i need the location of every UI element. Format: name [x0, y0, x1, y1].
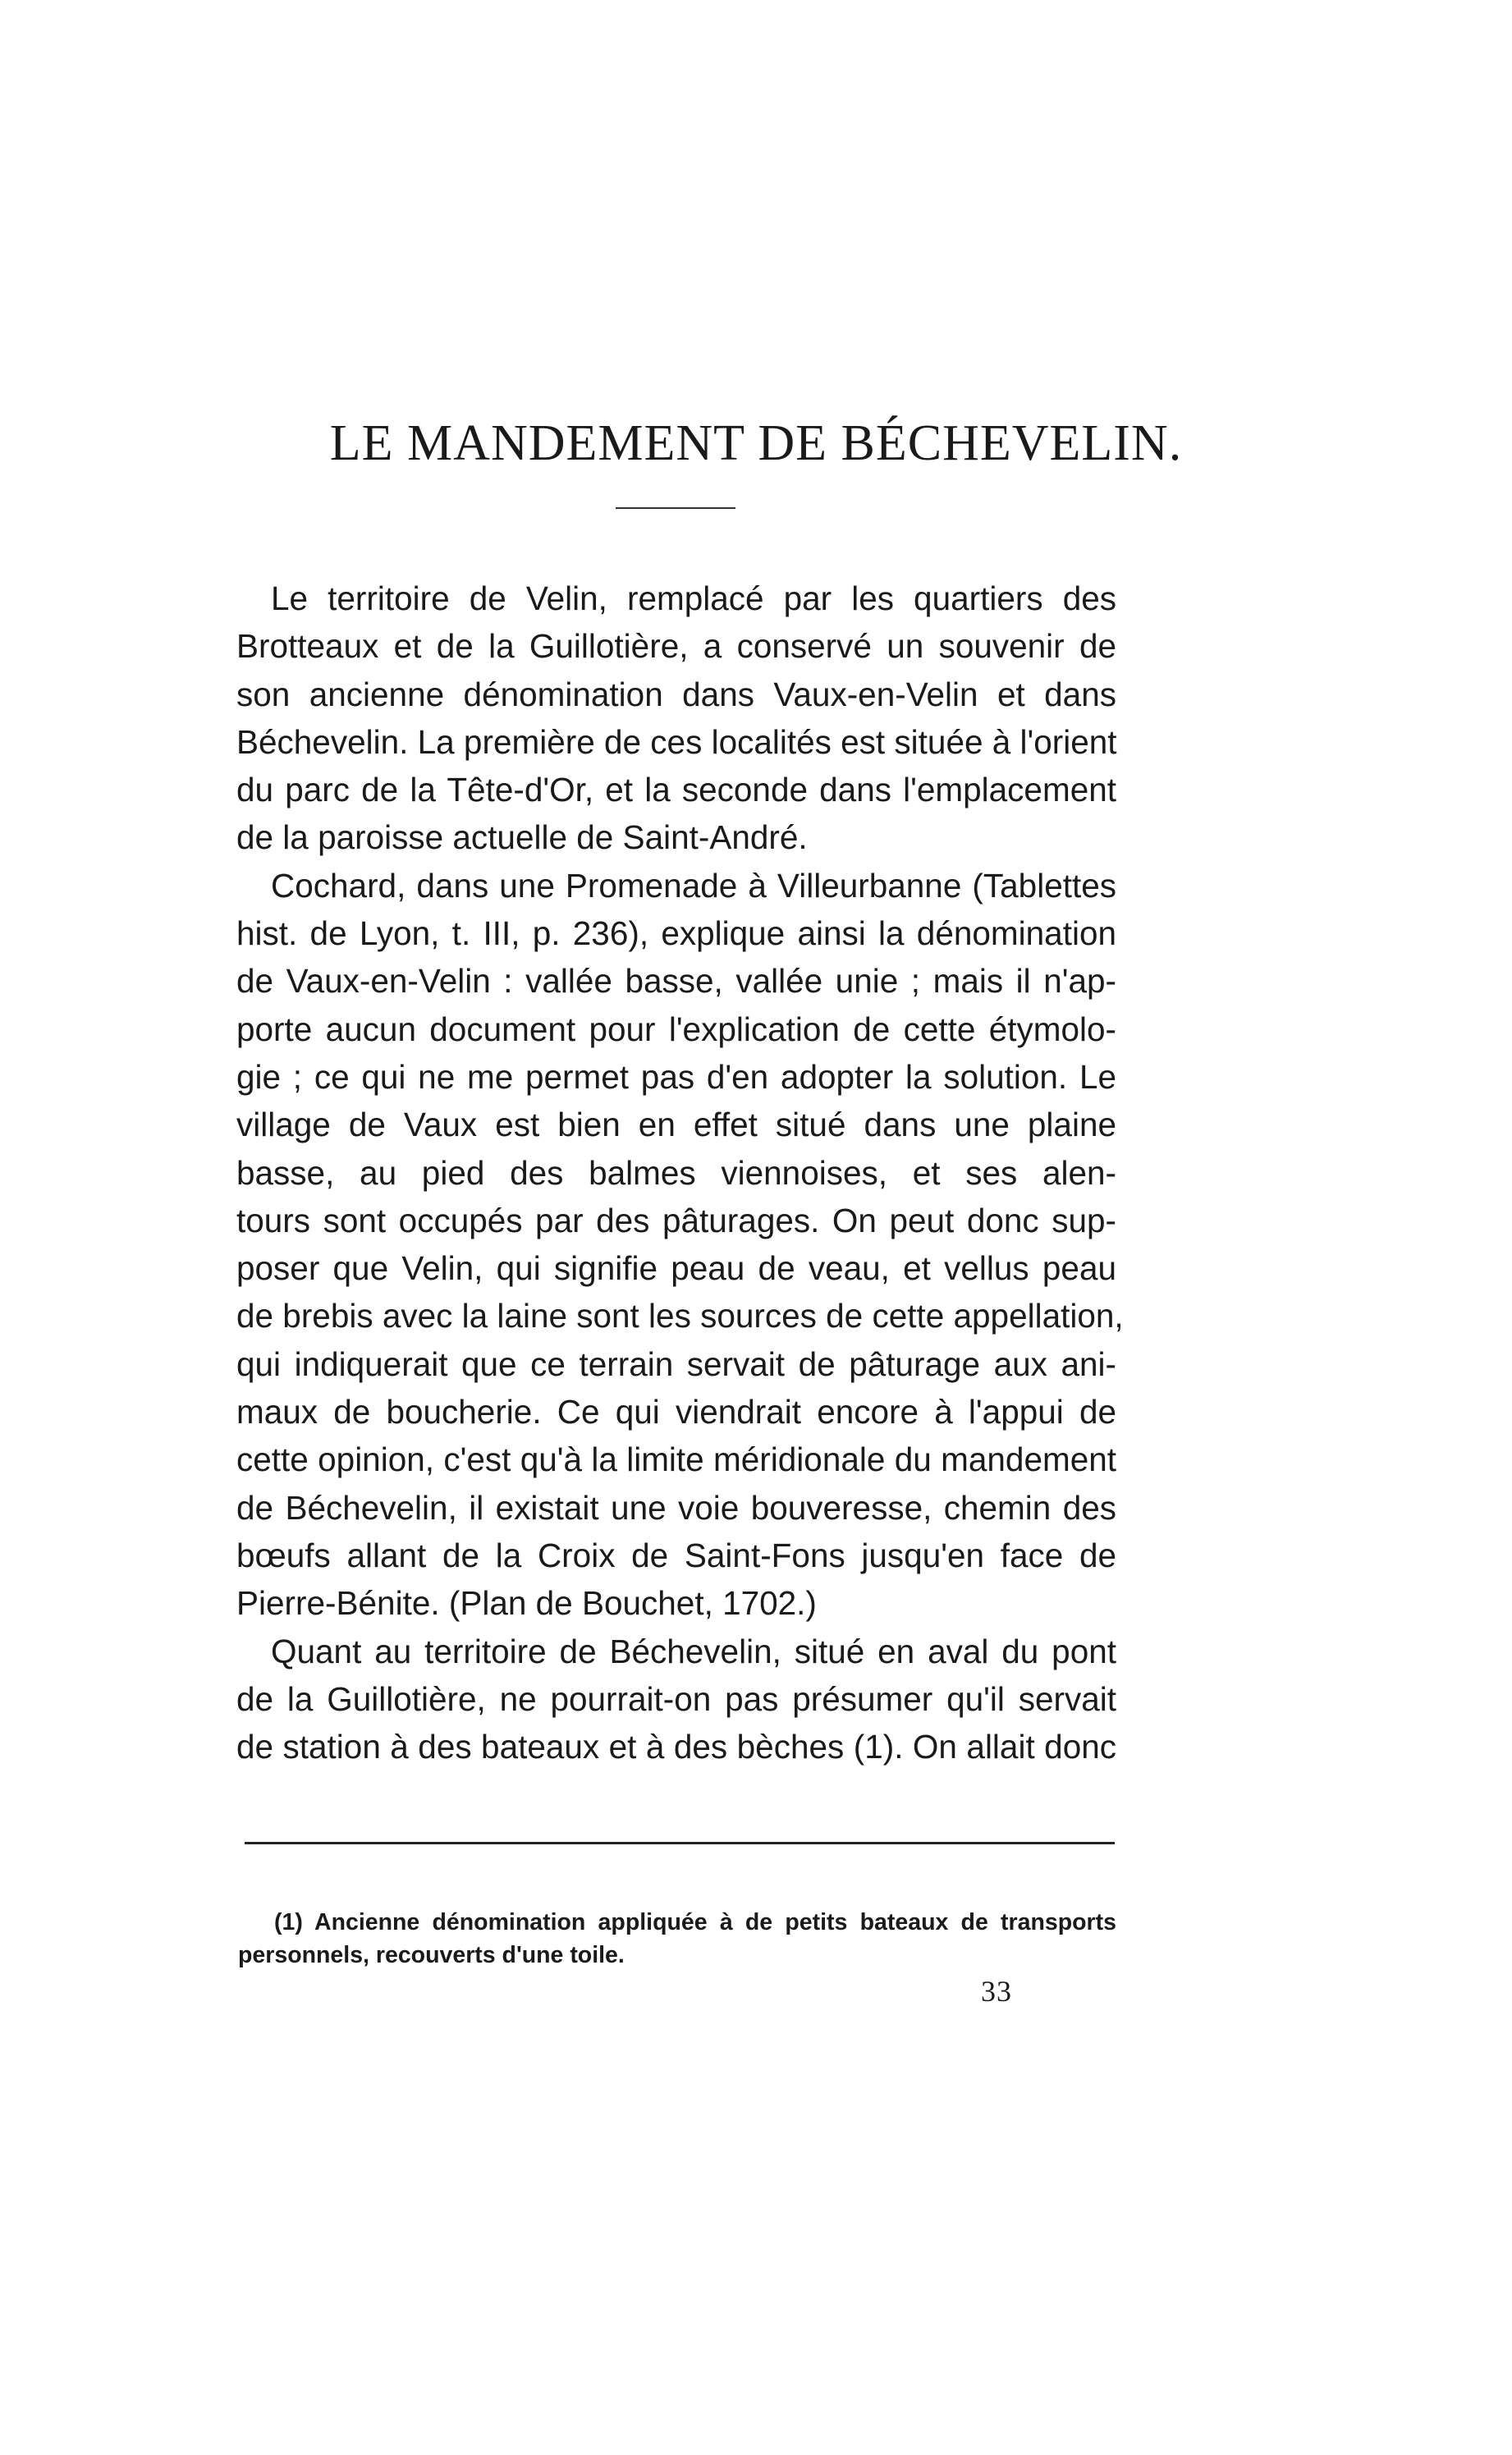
text-line: Brotteaux et de la Guillotière, a conservé un souvenir de [236, 627, 1116, 666]
text-line: du parc de la Tête-d'Or, et la seconde dans l'emplacement [236, 771, 1116, 809]
text-line: Le territoire de Velin, remplacé par les quartiers des [271, 579, 1116, 617]
footnote [238, 1906, 1116, 1972]
text-line: cette opinion, c'est qu'à la limite méridionale du mandement [236, 1440, 1116, 1479]
text-line: bœufs allant de la Croix de Saint-Fons jusqu'en face de [236, 1536, 1116, 1574]
text-line: poser que Velin, qui signifie peau de veau, et vellus peau [236, 1249, 1116, 1288]
text-line: porte aucun document pour l'explication de cette étymolo- [236, 1010, 1116, 1048]
text-line: maux de boucherie. Ce qui viendrait encore à l'appui de [236, 1393, 1116, 1431]
title-rule [616, 507, 735, 509]
text-line: village de Vaux est bien en effet situé dans une plaine [236, 1106, 1116, 1144]
text-line: Béchevelin. La première de ces localités est située à l'orient [236, 722, 1117, 761]
body-text [236, 575, 1124, 1770]
page-number: 33 [981, 1975, 1012, 2008]
footnote-rule [245, 1842, 1115, 1844]
text-line: de brebis avec la laine sont les sources de cette appellation, [236, 1297, 1124, 1335]
text-line: hist. de Lyon, t. III, p. 236), explique ainsi la dénomination [236, 914, 1116, 953]
text-line: de station à des bateaux et à des bèches (1). On allait donc [236, 1728, 1116, 1766]
text-line: de Béchevelin, il existait une voie bouveresse, chemin des [236, 1488, 1116, 1527]
text-line: qui indiquerait que ce terrain servait de pâturage aux ani- [236, 1344, 1116, 1383]
text-line: Cochard, dans une Promenade à Villeurbanne (Tablettes [271, 866, 1116, 905]
text-line: basse, au pied des balmes viennoises, et ses alen- [236, 1153, 1116, 1192]
text-line: Quant au territoire de Béchevelin, situé en aval du pont [271, 1632, 1116, 1670]
text-line: Pierre-Bénite. (Plan de Bouchet, 1702.) [236, 1584, 817, 1623]
text-line: tours sont occupés par des pâturages. On peut donc sup- [236, 1201, 1116, 1239]
text-line: gie ; ce qui ne me permet pas d'en adopter la solution. Le [236, 1057, 1116, 1096]
chapter-title: LE MANDEMENT DE BÉCHEVELIN. [329, 415, 1183, 471]
text-line: de la Guillotière, ne pourrait-on pas présumer qu'il servait [236, 1679, 1116, 1718]
text-line: son ancienne dénomination dans Vaux-en-Velin et dans [236, 675, 1116, 713]
text-line: de la paroisse actuelle de Saint-André. [236, 818, 808, 857]
text-line: de Vaux-en-Velin : vallée basse, vallée unie ; mais il n'ap- [236, 962, 1116, 1001]
footnote-line: personnels, recouverts d'une toile. [238, 1942, 625, 1968]
footnote-line: (1) Ancienne dénomination appliquée à de petits bateaux de transports [274, 1909, 1116, 1935]
